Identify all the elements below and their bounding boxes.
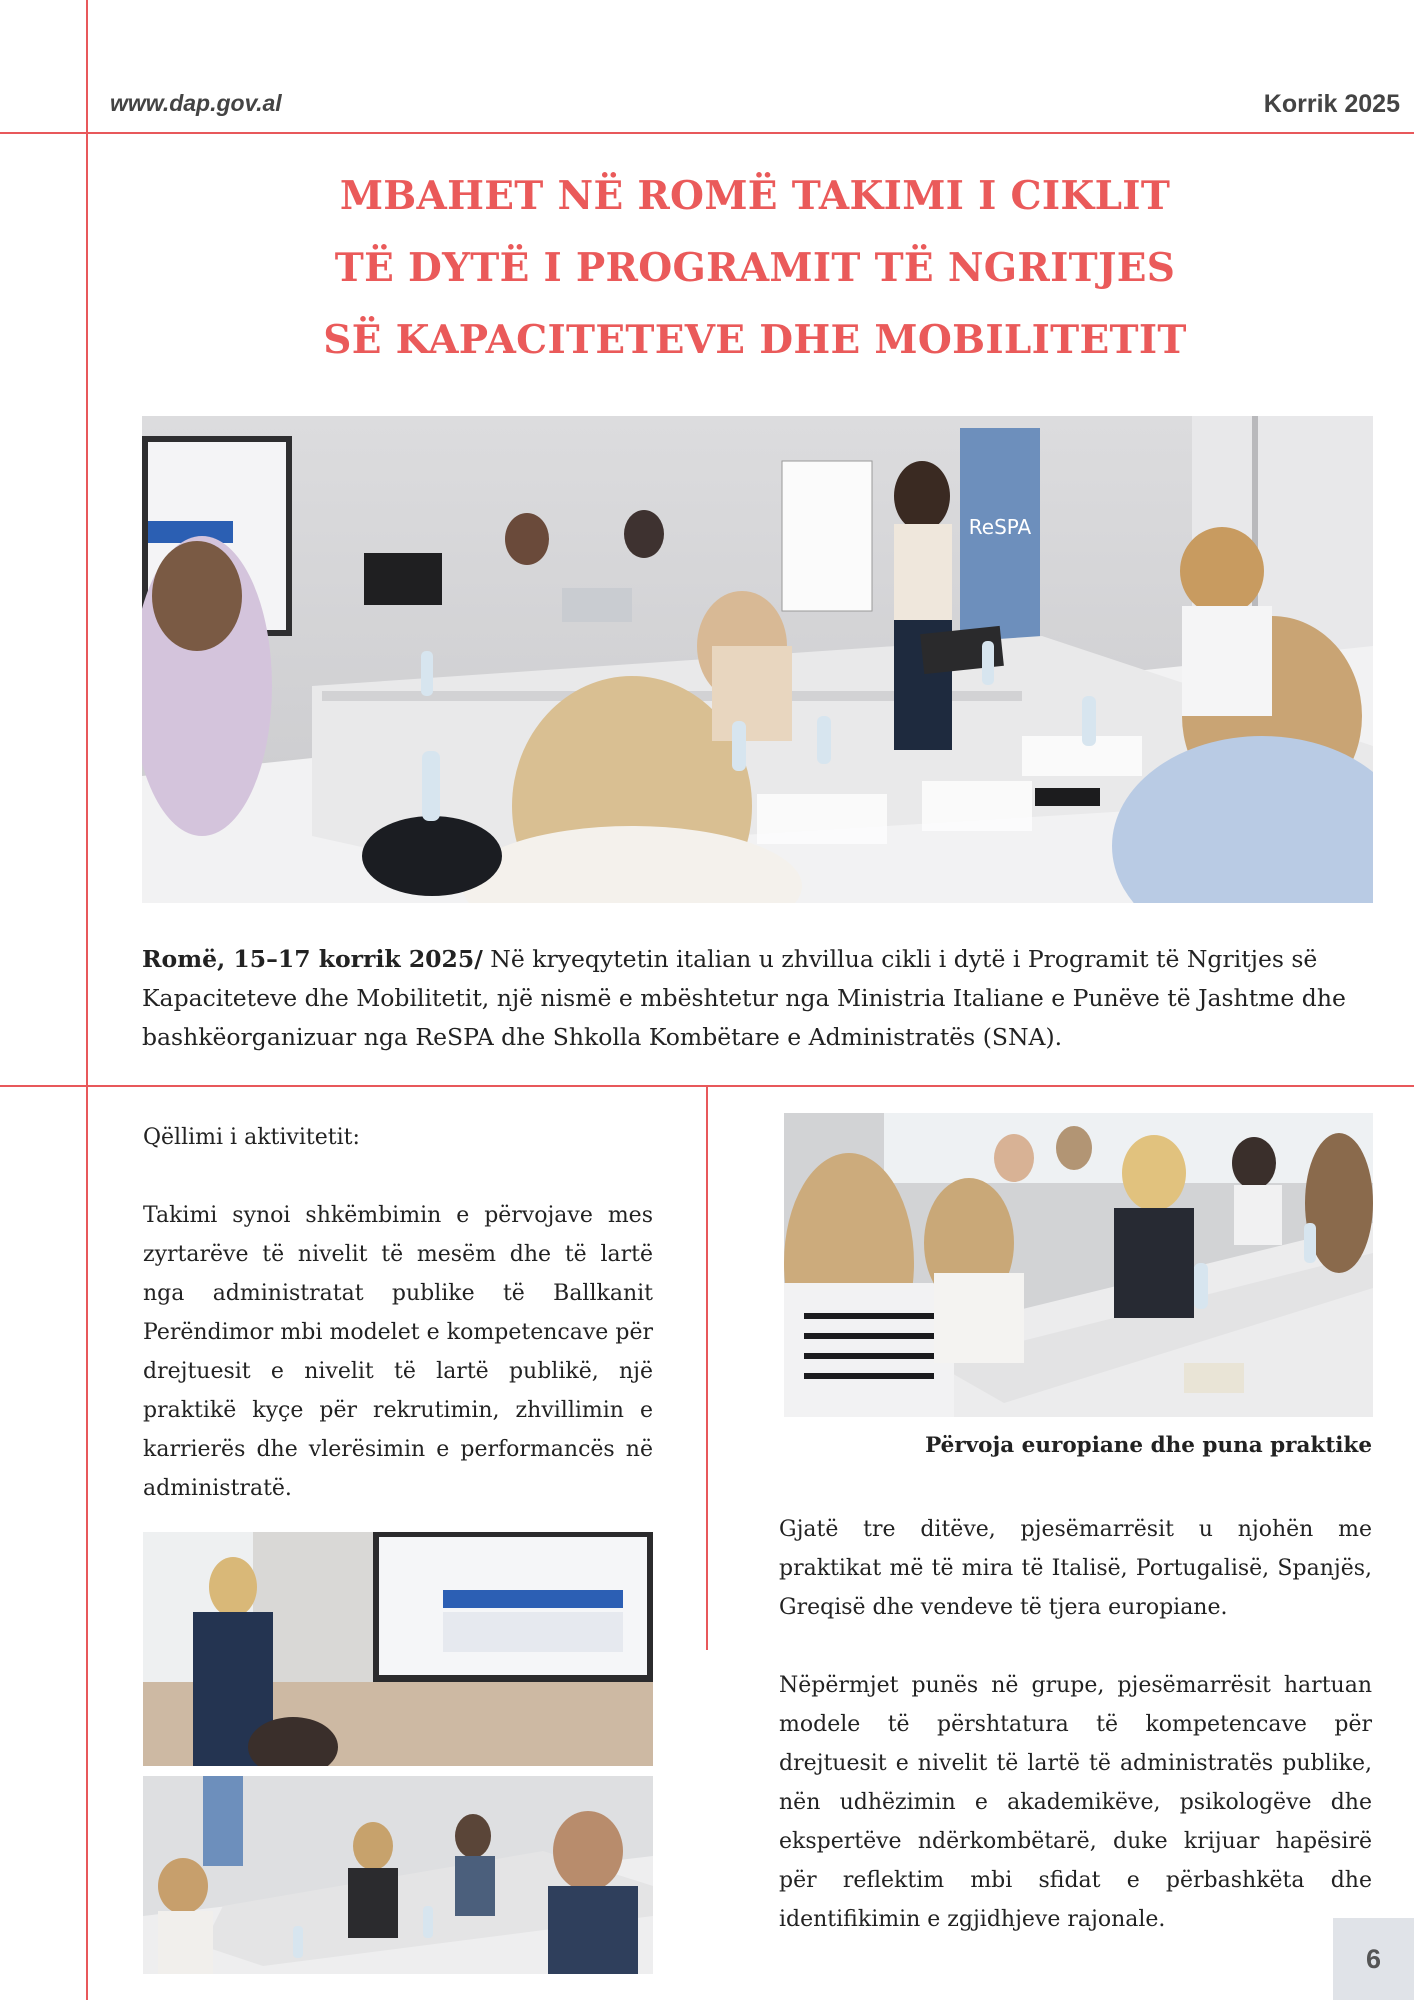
title-line: SË KAPACITETEVE DHE MOBILITETIT xyxy=(323,317,1187,363)
banner-label: ReSPA xyxy=(968,515,1032,539)
article-title xyxy=(140,160,1370,376)
experience-paragraph: Gjatë tre ditëve, pjesëmarrësit u njohën me praktikat më të mira të Italisë, Portugalisë, Spanjës, Greqisë dhe vendeve të tjera europiane. xyxy=(779,1517,1372,1620)
title-line: TË DYTË I PROGRAMIT TË NGRITJES xyxy=(334,245,1176,291)
lead-paragraph xyxy=(142,940,1372,1057)
photo-caption: Përvoja europiane dhe puna praktike xyxy=(925,1433,1372,1458)
lead-text: Në kryeqytetin italian u zhvillua cikli i dytë i Programit të Ngritjes së Kapaciteteve dhe Mobilitetit, një nismë e mbështetur nga Ministria Italiane e Punëve të Jashtme dhe bashkëorganizuar nga ReSPA dhe Shkolla Kombëtare e Administratës (SNA). xyxy=(142,945,1346,1051)
left-margin-rule xyxy=(86,0,88,2000)
left-column xyxy=(143,1118,653,1508)
presenter-photo xyxy=(143,1532,653,1766)
participants-photo xyxy=(784,1113,1373,1417)
right-column xyxy=(779,1510,1372,1978)
main-photo xyxy=(142,416,1373,903)
column-divider xyxy=(706,1085,708,1650)
section-heading: Qëllimi i aktivitetit: xyxy=(143,1125,360,1150)
page-number: 6 xyxy=(1333,1918,1414,2000)
groupwork-paragraph: Nëpërmjet punës në grupe, pjesëmarrësit hartuan modele të përshtatura të kompetencave për drejtuesit e nivelit të lartë të administratës publike, nën udhëzimin e akademikëve, psikologëve dhe ekspertëve ndërkombëtarë, duke krijuar hapësirë për reflektim mbi sfidat e përbashkëta dhe identifikimin e zgjidhjeve rajonale. xyxy=(779,1673,1372,1932)
group-work-photo xyxy=(143,1776,653,1974)
issue-date: Korrik 2025 xyxy=(1263,90,1400,118)
purpose-paragraph: Takimi synoi shkëmbimin e përvojave mes zyrtarëve të nivelit të mesëm dhe të lartë nga administratat publike të Ballkanit Perëndimor mbi modelet e kompetencave për drejtuesit e nivelit të lartë publikë, një praktikë kyçe për rekrutimin, zhvillimin e karrierës dhe vlerësimin e performancës në administratë. xyxy=(143,1203,653,1501)
title-line: MBAHET NË ROMË TAKIMI I CIKLIT xyxy=(339,173,1171,219)
site-url[interactable]: www.dap.gov.al xyxy=(110,90,282,116)
header-rule xyxy=(0,132,1414,134)
dateline: Romë, 15–17 korrik 2025/ xyxy=(142,945,483,973)
